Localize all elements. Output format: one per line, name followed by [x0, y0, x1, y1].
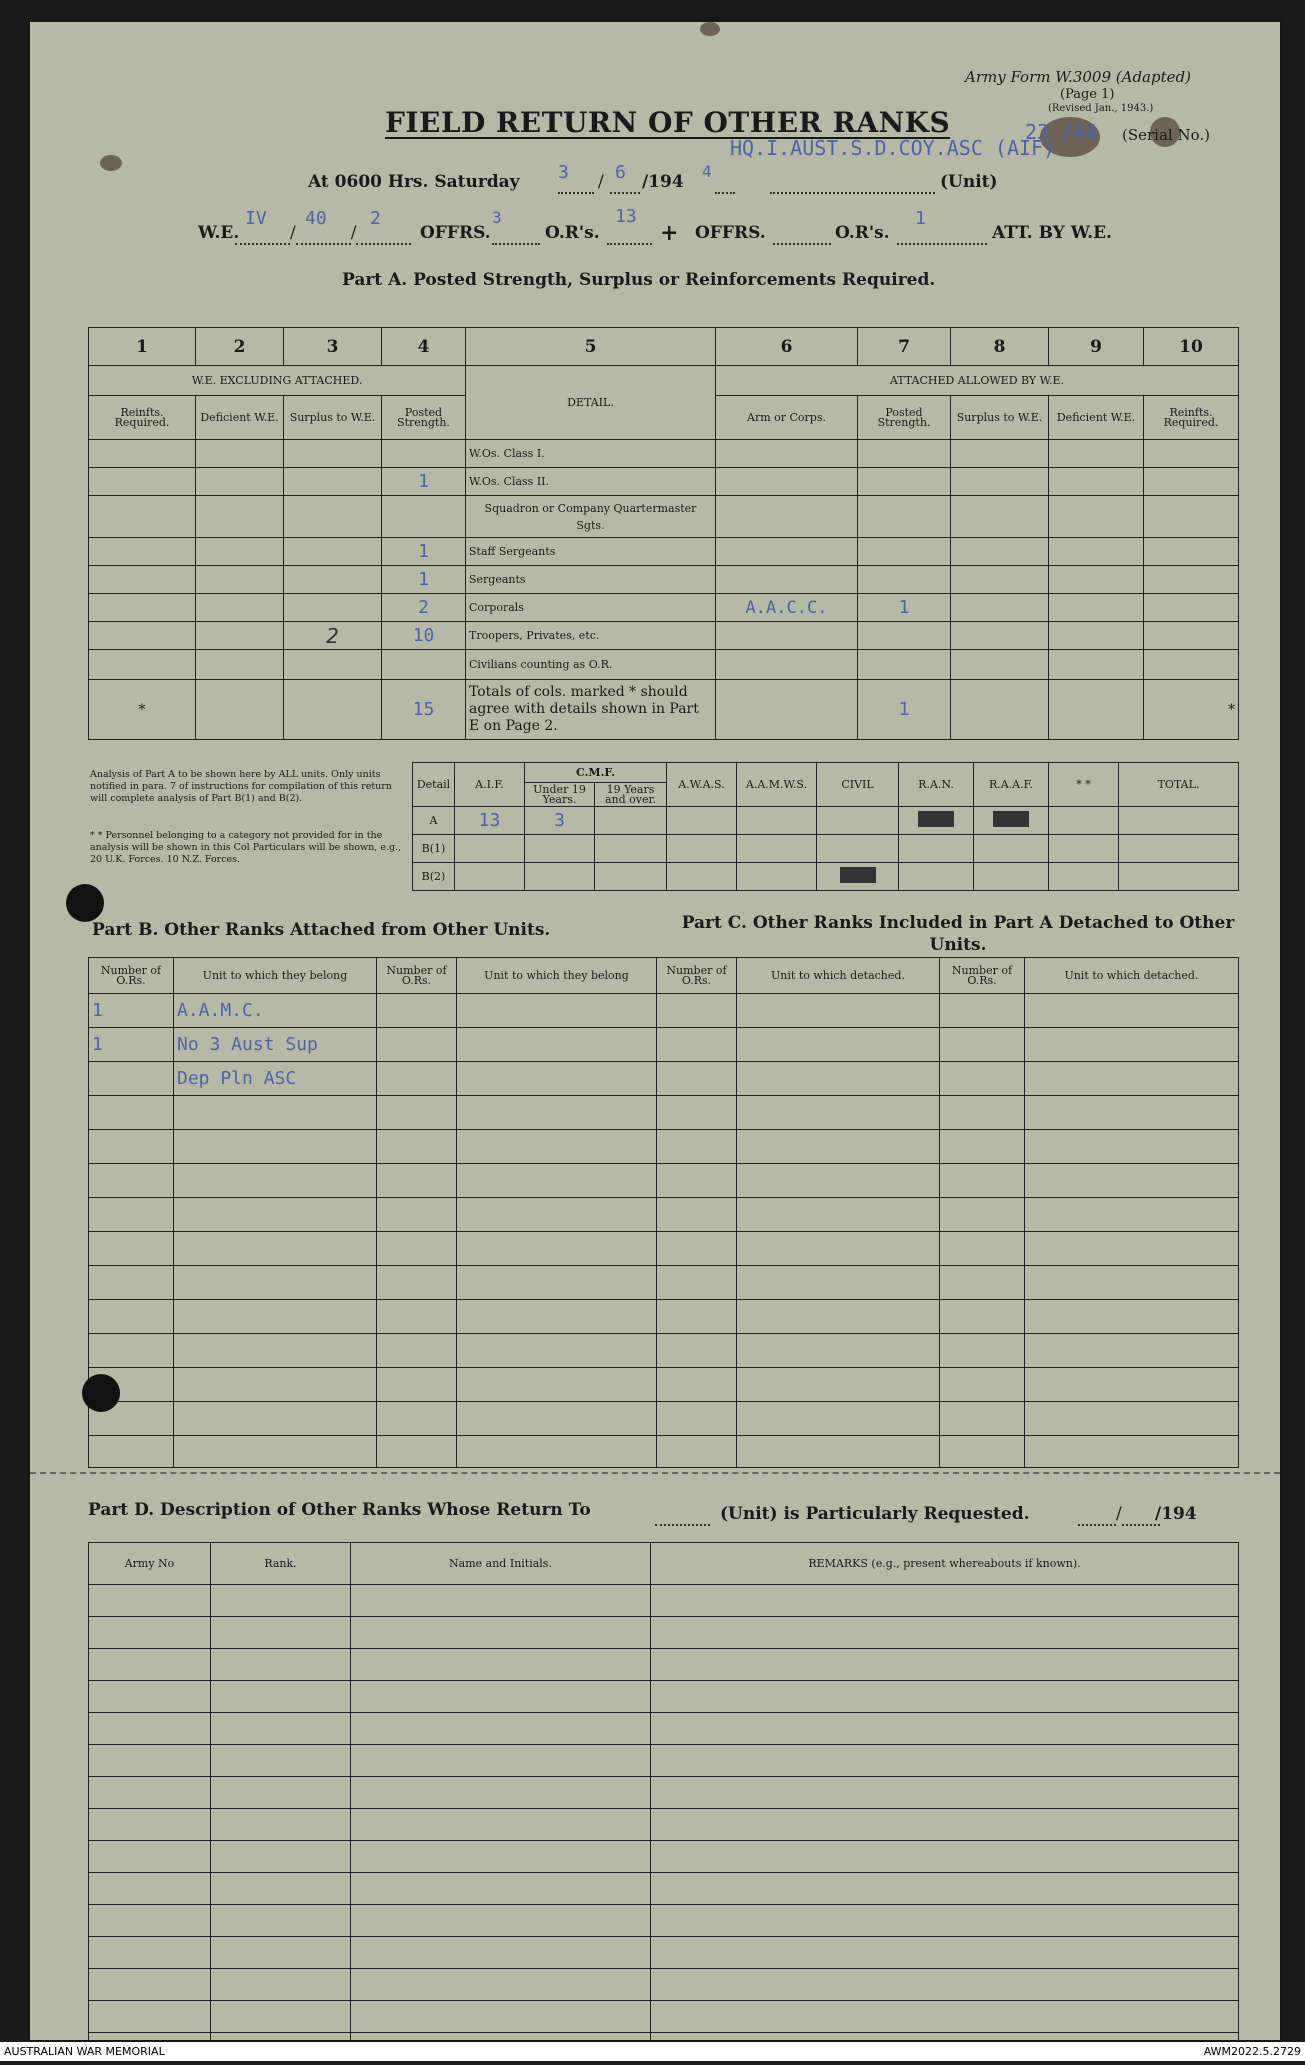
table-row	[89, 622, 1239, 650]
analysis-note: Analysis of Part A to be shown here by ALL units. Only units notified in para. 7 of instructions for compilation of this return will complete analysis of Part B(1) and B(2).	[90, 769, 392, 804]
ink-stain	[100, 155, 122, 171]
total-header: TOTAL.	[1119, 763, 1239, 807]
part-c-title: Part C. Other Ranks Included in Part A Detached to Other Units.	[681, 913, 1235, 955]
table-row	[89, 538, 1239, 566]
table-row	[89, 1028, 1239, 1062]
table-row	[89, 468, 1239, 496]
part-d-title-mid: (Unit) is Particularly Requested.	[720, 1504, 1030, 1524]
col-number: 4	[382, 328, 466, 366]
total-star: *	[89, 680, 196, 740]
analysis-table	[412, 762, 1239, 891]
punch-hole	[66, 884, 104, 922]
b-num-value	[89, 1062, 174, 1096]
d-header-name: Name and Initials.	[351, 1543, 651, 1585]
group-we-excluding: W.E. EXCLUDING ATTACHED.	[89, 366, 466, 396]
header-att-posted: Posted Strength.	[858, 396, 951, 440]
punch-hole	[82, 1374, 120, 1412]
posted-value: 1	[382, 538, 466, 566]
posted-value	[382, 440, 466, 468]
header-posted: Posted Strength.	[382, 396, 466, 440]
analysis-row	[413, 835, 1239, 863]
aif-header: A.I.F.	[455, 763, 525, 807]
c-header-num: Number of O.Rs.	[657, 958, 737, 994]
archive-id: AWM2022.5.2729	[1203, 2045, 1301, 2058]
ors-label: O.R's.	[545, 223, 600, 243]
group-attached: ATTACHED ALLOWED BY W.E.	[716, 366, 1239, 396]
unit-label: (Unit)	[940, 172, 998, 192]
parts-bc-table	[88, 957, 1239, 1468]
col-number: 5	[466, 328, 716, 366]
offrs-label: OFFRS.	[420, 223, 491, 243]
detail-label: Staff Sergeants	[466, 538, 716, 566]
aamws-header: A.A.M.W.S.	[737, 763, 817, 807]
part-d-title: Part D. Description of Other Ranks Whose Return To	[88, 1500, 591, 1520]
table-row	[89, 650, 1239, 680]
redaction-block	[993, 811, 1029, 827]
analysis-row	[413, 807, 1239, 835]
posted-value: 2	[382, 594, 466, 622]
c-header-unit-2: Unit to which detached.	[1025, 958, 1239, 994]
analysis-row-label: B(1)	[413, 835, 455, 863]
day-value: 3	[558, 162, 569, 183]
offrs-value: 3	[492, 208, 502, 227]
total-star: *	[1144, 680, 1239, 740]
form-page-number: (Page 1)	[1060, 87, 1115, 102]
ink-stain	[700, 22, 720, 36]
archive-name: AUSTRALIAN WAR MEMORIAL	[4, 2045, 165, 2058]
table-row	[89, 1062, 1239, 1096]
col-number: 7	[858, 328, 951, 366]
detail-label: Corporals	[466, 594, 716, 622]
part-a-title: Part A. Posted Strength, Surplus or Reinforcements Required.	[342, 270, 936, 290]
table-row	[89, 594, 1239, 622]
part-d-table	[88, 1542, 1239, 2065]
total-posted: 15	[382, 680, 466, 740]
b-unit-value: Dep Pln ASC	[174, 1062, 377, 1096]
cmf-header: C.M.F.	[525, 763, 667, 783]
col-number: 3	[284, 328, 382, 366]
year-digit: 4	[702, 162, 712, 181]
part-a-table	[88, 327, 1239, 740]
form-id: Army Form W.3009 (Adapted)	[965, 68, 1191, 86]
tear-line	[30, 1472, 1280, 1474]
header-deficient: Deficient W.E.	[196, 396, 284, 440]
detail-label: Troopers, Privates, etc.	[466, 622, 716, 650]
arm-value: A.A.C.C.	[716, 594, 858, 622]
aif-value: 13	[455, 807, 525, 835]
analysis-row-label: A	[413, 807, 455, 835]
part-d-title-end: /194	[1155, 1504, 1197, 1524]
detail-header: DETAIL.	[466, 366, 716, 440]
col-number: 2	[196, 328, 284, 366]
archive-footer	[0, 2042, 1305, 2061]
c-header-num-2: Number of O.Rs.	[940, 958, 1025, 994]
att-posted-value	[858, 440, 951, 468]
d-header-remarks: REMARKS (e.g., present whereabouts if known).	[651, 1543, 1239, 1585]
detail-label: Sergeants	[466, 566, 716, 594]
b-unit-value: No 3 Aust Sup	[174, 1028, 377, 1062]
ran-header: R.A.N.	[899, 763, 974, 807]
ors2-label: O.R's.	[835, 223, 890, 243]
col-number: 6	[716, 328, 858, 366]
header-att-reinfts: Reinfts. Required.	[1144, 396, 1239, 440]
ors-value: 13	[615, 206, 637, 227]
totals-row	[89, 680, 1239, 740]
col-number: 9	[1049, 328, 1144, 366]
table-row	[89, 440, 1239, 468]
posted-value: 1	[382, 566, 466, 594]
serial-number: 23 /44	[1025, 120, 1098, 144]
detail-label: Civilians counting as O.R.	[466, 650, 716, 680]
form-revision: (Revised Jan., 1943.)	[1048, 103, 1154, 114]
form-page: Army Form W.3009 (Adapted) (Page 1) (Revised Jan., 1943.) 23 /44 (Serial No.) FIELD RETURN OF OTHER RANKS At 0600 Hrs. Saturday 3 / 6 /194 4 HQ.I.AUST.S.D.COY.ASC (AIF) (Unit) W.E. / / IV 40 2 OFFRS. 3 O.R's. 13 + OFFRS. O.R's. 1 ATT. BY W.E. Part A. Posted Strength, Surplus or Reinforcements Required. 1 2 3 4 5 6 7 8 9 10 W.E. EXCLUDING ATTACHED. DETAIL. ATTACHED ALLOWED BY W.E. Reinfts. Required. Deficient W.E. Surplus to W.E. Posted Strength. Arm or Corps. Posted Strength. Surplus to W.E. Deficient W.E. Reinfts. Required. W.Os. Class I. 1 W.Os. Class II. Squadron or Company Quartermaster Sgts. 1 Staff Sergeants 1 Sergeants 2 Corporals A.A.C.C. 1 2 10 Troopers, Privates, etc. Civilians counting as O.R. * 15 Totals of cols. marked * should agree with details shown in Part E on Page 2. 1 * Analysis of Part A to be shown here by ALL units. Only units notified in para. 7 of instructions for compilation of this return will complete analysis of Part B(1) and B(2). * * Personnel belonging to a category not provided for in the analysis will be shown in this Col Particulars will be shown, e.g., 20 U.K. Forces. 10 N.Z. Forces. Detail A.I.F. C.M.F. A.W.A.S. A.A.M.W.S. CIVIL R.A.N. R.A.A.F. * * TOTAL. Under 19 Years. 19 Years and over. A 13 3 B(1) B(2) Part B. Other Ranks Attached from Other Units. Part C. Other Ranks Included in Part A Detached to Other Units. Number of O.Rs. Unit to which they belong Number of O.Rs. Unit to which they belong Number of O.Rs. Unit to which detached. Number of O.Rs. Unit to which detached. 1 A.A.M.C. 1 No 3 Aust Sup Dep Pln ASC Part D. Description of Other Ranks Whose Return To (Unit) is Particularly Requested. / /194 Army No Rank. Name and Initials. REMARKS (e.g., present whereabouts if known).	[30, 22, 1280, 2040]
table-row	[89, 994, 1239, 1028]
we-value-3: 2	[370, 208, 381, 229]
detail-label: Squadron or Company Quartermaster Sgts.	[466, 496, 716, 538]
analysis-detail-header: Detail	[413, 763, 455, 807]
ors2-value: 1	[915, 208, 926, 229]
d-header-army-no: Army No	[89, 1543, 211, 1585]
posted-value: 1	[382, 468, 466, 496]
redaction-block	[840, 867, 876, 883]
header-att-deficient: Deficient W.E.	[1049, 396, 1144, 440]
analysis-row	[413, 863, 1239, 891]
table-row	[89, 496, 1239, 538]
total-att-posted: 1	[858, 680, 951, 740]
page-title: FIELD RETURN OF OTHER RANKS	[385, 106, 951, 139]
offrs2-label: OFFRS.	[695, 223, 766, 243]
analysis-note-2: * * Personnel belonging to a category not provided for in the analysis will be shown in this Col Particulars will be shown, e.g., 20 U.K. Forces. 10 N.Z. Forces.	[90, 830, 402, 865]
serial-label: (Serial No.)	[1122, 126, 1210, 144]
arm-value	[716, 440, 858, 468]
month-value: 6	[615, 162, 626, 183]
detail-label: W.Os. Class I.	[466, 440, 716, 468]
header-reinfts: Reinfts. Required.	[89, 396, 196, 440]
we-value-2: 40	[305, 208, 327, 229]
awas-header: A.W.A.S.	[667, 763, 737, 807]
under19-header: Under 19 Years.	[525, 783, 595, 807]
under19-value: 3	[525, 807, 595, 835]
table-row	[89, 566, 1239, 594]
we-value-1: IV	[245, 208, 267, 229]
b-header-num: Number of O.Rs.	[89, 958, 174, 994]
b-header-num-2: Number of O.Rs.	[377, 958, 457, 994]
b-unit-value: A.A.M.C.	[174, 994, 377, 1028]
col-number: 1	[89, 328, 196, 366]
civil-header: CIVIL	[817, 763, 899, 807]
analysis-row-label: B(2)	[413, 863, 455, 891]
plus-sign: +	[660, 220, 679, 246]
posted-value: 10	[382, 622, 466, 650]
over19-header: 19 Years and over.	[595, 783, 667, 807]
b-header-unit-2: Unit to which they belong	[457, 958, 657, 994]
raaf-header: R.A.A.F.	[974, 763, 1049, 807]
totals-detail: Totals of cols. marked * should agree with details shown in Part E on Page 2.	[466, 680, 716, 740]
att-posted-value: 1	[858, 594, 951, 622]
c-header-unit: Unit to which detached.	[737, 958, 940, 994]
d-header-rank: Rank.	[211, 1543, 351, 1585]
year-label: /194	[642, 172, 684, 192]
b-num-value: 1	[89, 994, 174, 1028]
detail-label: W.Os. Class II.	[466, 468, 716, 496]
we-label: W.E.	[198, 223, 240, 243]
header-att-surplus: Surplus to W.E.	[951, 396, 1049, 440]
other-header: * *	[1049, 763, 1119, 807]
att-label: ATT. BY W.E.	[992, 223, 1112, 243]
col-number: 10	[1144, 328, 1239, 366]
b-num-value: 1	[89, 1028, 174, 1062]
part-b-title: Part B. Other Ranks Attached from Other Units.	[92, 920, 551, 940]
unit-value: HQ.I.AUST.S.D.COY.ASC (AIF)	[730, 136, 1056, 160]
redaction-block	[918, 811, 954, 827]
b-header-unit: Unit to which they belong	[174, 958, 377, 994]
header-surplus: Surplus to W.E.	[284, 396, 382, 440]
surplus-value: 2	[284, 622, 382, 650]
col-number: 8	[951, 328, 1049, 366]
header-arm-corps: Arm or Corps.	[716, 396, 858, 440]
at-label: At 0600 Hrs. Saturday	[308, 172, 520, 192]
